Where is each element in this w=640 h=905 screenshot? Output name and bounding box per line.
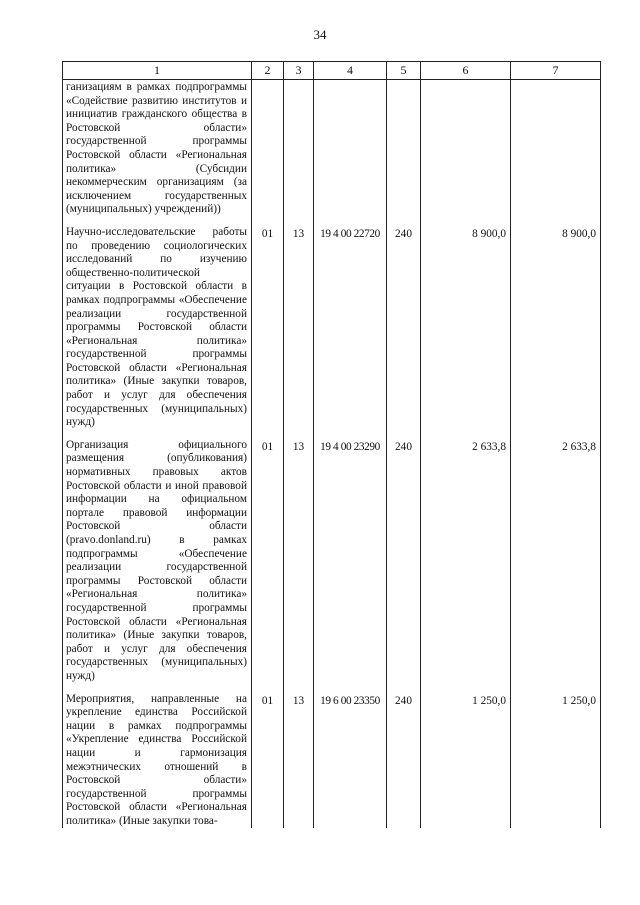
row-amount-1: 1 250,0 — [421, 693, 511, 829]
row-section-code: 01 — [252, 693, 284, 829]
row-section-code — [252, 80, 284, 226]
row-amount-2: 2 633,8 — [511, 439, 601, 693]
table-header-row — [63, 62, 601, 80]
row-expense-type-code — [387, 80, 421, 226]
row-subsection-code — [284, 80, 314, 226]
row-amount-2: 1 250,0 — [511, 693, 601, 829]
row-target-article-code — [314, 80, 387, 226]
row-section-code: 01 — [252, 439, 284, 693]
row-amount-2 — [511, 80, 601, 226]
row-expense-type-code: 240 — [387, 439, 421, 693]
row-description: ганизациям в рамках подпрограммы «Содействие развитию институтов и инициатив гражданского общества в Ростовской области» государственной программы Ростовской области «Региональная политика» (Субсидии некоммерческим организациям (за исключением государственных (муниципальных) учреждений)) — [63, 80, 252, 226]
row-target-article-code: 19 6 00 23350 — [314, 693, 387, 829]
row-amount-1 — [421, 80, 511, 226]
table-row — [63, 226, 601, 439]
row-subsection-code: 13 — [284, 439, 314, 693]
table-row — [63, 439, 601, 693]
column-header-2: 2 — [252, 62, 284, 80]
row-subsection-code: 13 — [284, 693, 314, 829]
row-subsection-code: 13 — [284, 226, 314, 439]
row-description: Организация официального размещения (опубликования) нормативных правовых актов Ростовской области и иной правовой информации на официальном портале правовой информации Ростовской области (pravo.donland.ru) в рамках подпрограммы «Обеспечение реализации государственной программы Ростовской области «Региональная политика» государственной программы Ростовской области «Региональная политика» (Иные закупки товаров, работ и услуг для обеспечения государственных (муниципальных) нужд) — [63, 439, 252, 693]
row-target-article-code: 19 4 00 23290 — [314, 439, 387, 693]
column-header-7: 7 — [511, 62, 601, 80]
column-header-5: 5 — [387, 62, 421, 80]
row-section-code: 01 — [252, 226, 284, 439]
table-row — [63, 693, 601, 829]
row-description: Мероприятия, направленные на укрепление единства Российской нации в рамках подпрограммы «Укрепление единства Российской нации и гармонизация межэтнических отношений в Ростовской области» государственной программы Ростовской области «Региональная политика» (Иные закупки това- — [63, 693, 252, 829]
row-expense-type-code: 240 — [387, 693, 421, 829]
row-amount-1: 2 633,8 — [421, 439, 511, 693]
column-header-4: 4 — [314, 62, 387, 80]
row-amount-1: 8 900,0 — [421, 226, 511, 439]
row-description: Научно-исследовательские работы по проведению социологических исследований по изучению общественно-политической ситуации в Ростовской области в рамках подпрограммы «Обеспечение реализации государственной программы Ростовской области «Региональная политика» государственной программы Ростовской области «Региональная политика» (Иные закупки товаров, работ и услуг для обеспечения государственных (муниципальных) нужд) — [63, 226, 252, 439]
row-amount-2: 8 900,0 — [511, 226, 601, 439]
row-target-article-code: 19 4 00 22720 — [314, 226, 387, 439]
row-expense-type-code: 240 — [387, 226, 421, 439]
column-header-6: 6 — [421, 62, 511, 80]
page-number: 34 — [313, 27, 327, 42]
column-header-3: 3 — [284, 62, 314, 80]
table-row — [63, 80, 601, 226]
budget-table — [62, 61, 601, 828]
column-header-1: 1 — [63, 62, 252, 80]
